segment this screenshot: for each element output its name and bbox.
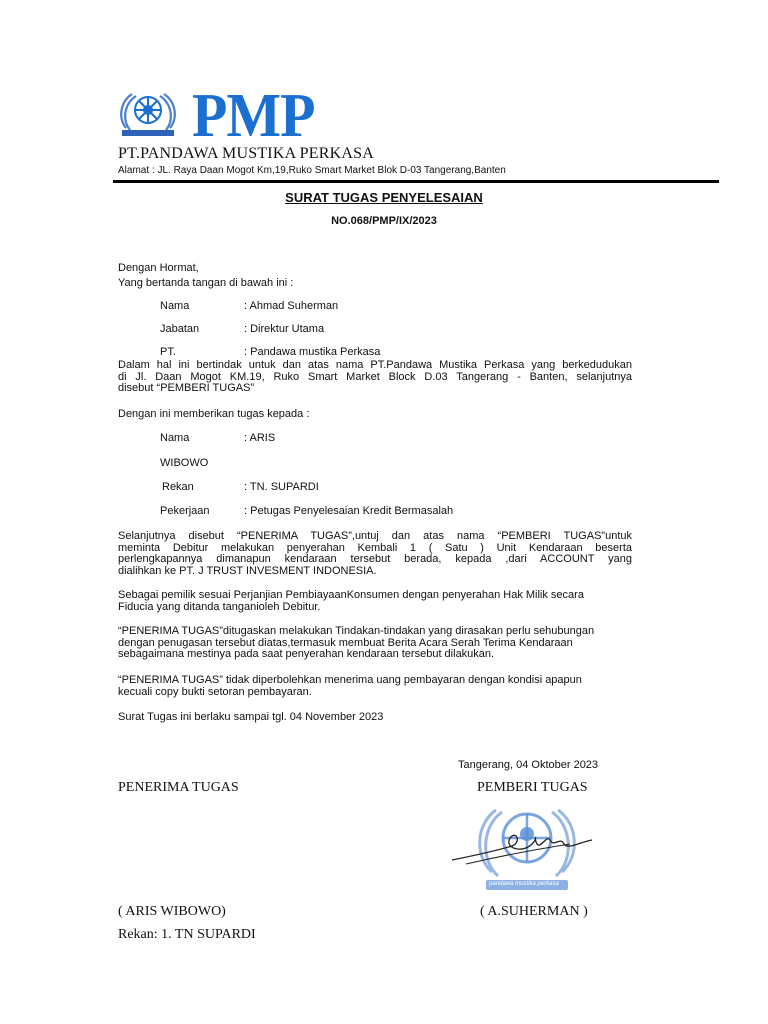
paragraph-line: kecuali copy bukti setoran pembayaran. (118, 685, 312, 698)
assignee-partner-label: Rekan (162, 481, 194, 493)
partner-line: Rekan: 1. TN SUPARDI (118, 927, 256, 942)
signer-position-label: Jabatan (160, 323, 200, 335)
document-number: NO.068/PMP/IX/2023 (331, 215, 437, 227)
signer-company-label: PT. (160, 346, 176, 358)
paragraph-line: Fiducia yang ditanda tanganioleh Debitur. (118, 600, 321, 613)
receiver-label: PENERIMA TUGAS (118, 780, 239, 795)
validity-text: Surat Tugas ini berlaku sampai tgl. 04 November 2023 (118, 711, 384, 723)
assignee-name-value: : ARIS (244, 432, 276, 444)
intro-text: Yang bertanda tangan di bawah ini : (118, 277, 294, 289)
signer-position-value: : Direktur Utama (244, 323, 325, 335)
stamp-text: pandawa mustika perkasa (489, 881, 559, 887)
paragraph-task (118, 531, 632, 577)
paragraph-line: meminta Debitur melakukan penyerahan Kembali 1 ( Satu ) Unit Kendaraan beserta (118, 541, 632, 554)
signer-name-label: Nama (160, 300, 190, 312)
paragraph-line: perlengkapannya dimanapun kendaraan tersebut berada, kepada ,dari ACCOUNT yang (118, 553, 632, 565)
paragraph-line: Sebagai pemilik sesuai Perjanjian PembiayaanKonsumen dengan penyerahan Hak Milik secara (118, 589, 584, 601)
receiver-name: ( ARIS WIBOWO) (118, 904, 226, 919)
paragraph-line: disebut “PEMBERI TUGAS” (118, 382, 255, 394)
place-date: Tangerang, 04 Oktober 2023 (458, 759, 599, 771)
signer-company-value: : Pandawa mustika Perkasa (244, 346, 381, 358)
company-stamp-icon (452, 794, 602, 904)
paragraph-duties (118, 626, 632, 661)
greeting: Dengan Hormat, (118, 262, 199, 274)
signer-name-value: : Ahmad Suherman (244, 300, 339, 312)
giver-label: PEMBERI TUGAS (477, 780, 588, 795)
paragraph-line: sebagaimana mestinya pada saat penyerahan kendaraan tersebut dilakukan. (118, 648, 495, 660)
assignee-name-continued: WIBOWO (160, 457, 209, 469)
brand-logo-text: PMP (192, 79, 315, 150)
giver-name: ( A.SUHERMAN ) (480, 904, 588, 919)
assign-intro: Dengan ini memberikan tugas kepada : (118, 408, 310, 420)
paragraph-authority (118, 360, 632, 395)
assignee-name-label: Nama (160, 432, 190, 444)
assignee-job-value: : Petugas Penyelesaian Kredit Bermasalah (244, 505, 454, 517)
paragraph-line: dengan penugasan tersebut diatas,termasuk membuat Berita Acara Serah Terima Kendaraan (118, 636, 573, 649)
paragraph-line: di Jl. Daan Mogot KM.19, Ruko Smart Market Block D.03 Tangerang - Banten, selanjutnya (118, 370, 632, 383)
paragraph-payment (118, 675, 632, 698)
assignee-job-label: Pekerjaan (160, 505, 210, 517)
header-divider (113, 180, 719, 183)
paragraph-line: Dalam hal ini bertindak untuk dan atas nama PT.Pandawa Mustika Perkasa yang berkedudukan (118, 359, 632, 371)
company-name: PT.PANDAWA MUSTIKA PERKASA (118, 145, 374, 162)
company-logo-icon (116, 88, 180, 140)
paragraph-line: “PENERIMA TUGAS” tidak diperbolehkan menerima uang pembayaran dengan kondisi apapun (118, 674, 582, 686)
assignee-partner-value: : TN. SUPARDI (244, 481, 319, 493)
company-address: Alamat : JL. Raya Daan Mogot Km,19,Ruko Smart Market Blok D-03 Tangerang,Banten (118, 165, 506, 176)
paragraph-line: Selanjutnya disebut “PENERIMA TUGAS”,untuj dan atas nama “PEMBERI TUGAS”untuk (118, 530, 632, 542)
paragraph-line: dialihkan ke PT. J TRUST INVESMENT INDONESIA. (118, 564, 377, 577)
document-title: SURAT TUGAS PENYELESAIAN (285, 190, 483, 205)
paragraph-ownership (118, 590, 632, 613)
paragraph-line: “PENERIMA TUGAS”ditugaskan melakukan Tindakan-tindakan yang dirasakan perlu sehubungan (118, 625, 595, 637)
